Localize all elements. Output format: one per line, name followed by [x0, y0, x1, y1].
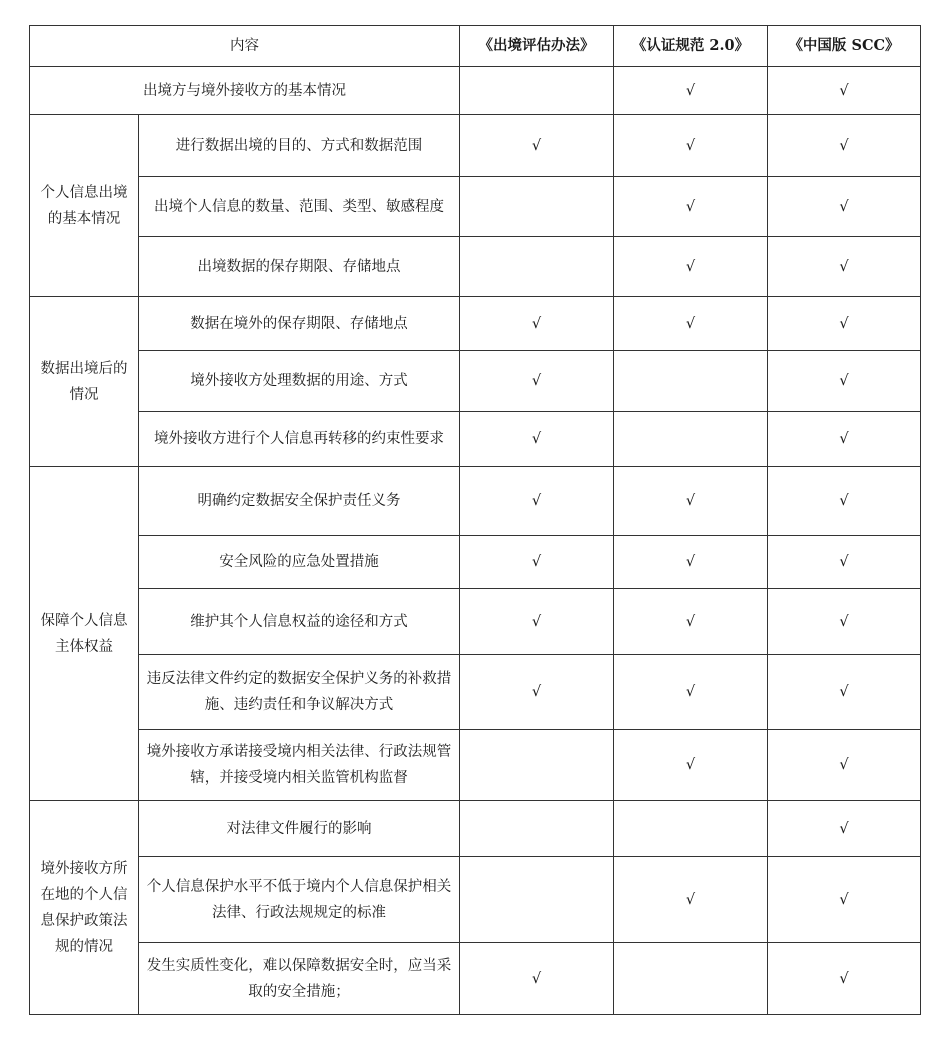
check-cell: √ — [768, 115, 921, 177]
table-row — [30, 589, 921, 655]
check-cell: √ — [614, 177, 768, 237]
check-cell — [460, 67, 614, 115]
check-cell: √ — [614, 297, 768, 351]
table-row — [30, 536, 921, 589]
check-cell: √ — [460, 351, 614, 412]
check-cell: √ — [768, 412, 921, 467]
check-cell — [614, 351, 768, 412]
header-row — [30, 26, 921, 67]
item-cell: 出境数据的保存期限、存储地点 — [139, 237, 460, 297]
header-col1: 《出境评估办法》 — [460, 26, 614, 67]
check-cell — [460, 177, 614, 237]
item-cell: 对法律文件履行的影响 — [139, 801, 460, 857]
check-cell — [460, 857, 614, 943]
check-cell: √ — [768, 67, 921, 115]
check-cell: √ — [614, 115, 768, 177]
item-cell: 出境个人信息的数量、范围、类型、敏感程度 — [139, 177, 460, 237]
check-cell: √ — [460, 297, 614, 351]
check-cell: √ — [614, 536, 768, 589]
check-cell: √ — [460, 412, 614, 467]
check-cell: √ — [768, 655, 921, 730]
comparison-table — [29, 25, 921, 1015]
check-cell: √ — [460, 467, 614, 536]
check-cell: √ — [460, 536, 614, 589]
check-cell: √ — [460, 589, 614, 655]
check-cell: √ — [614, 67, 768, 115]
table-row — [30, 857, 921, 943]
basic-info-row — [30, 67, 921, 115]
check-cell — [460, 237, 614, 297]
category-cell: 数据出境后的情况 — [30, 297, 139, 467]
header-content: 内容 — [30, 26, 460, 67]
table-row — [30, 177, 921, 237]
basic-info-label: 出境方与境外接收方的基本情况 — [30, 67, 460, 115]
item-cell: 安全风险的应急处置措施 — [139, 536, 460, 589]
check-cell: √ — [768, 467, 921, 536]
category-cell: 境外接收方所在地的个人信息保护政策法规的情况 — [30, 801, 139, 1015]
category-cell: 个人信息出境的基本情况 — [30, 115, 139, 297]
check-cell — [460, 730, 614, 801]
check-cell — [614, 943, 768, 1015]
item-cell: 境外接收方处理数据的用途、方式 — [139, 351, 460, 412]
table-row — [30, 801, 921, 857]
check-cell: √ — [768, 351, 921, 412]
table-row — [30, 351, 921, 412]
check-cell — [614, 801, 768, 857]
check-cell: √ — [460, 115, 614, 177]
table-row — [30, 297, 921, 351]
check-cell: √ — [768, 857, 921, 943]
check-cell: √ — [768, 297, 921, 351]
table-row — [30, 412, 921, 467]
check-cell: √ — [614, 730, 768, 801]
table-row — [30, 467, 921, 536]
item-cell: 明确约定数据安全保护责任义务 — [139, 467, 460, 536]
check-cell: √ — [768, 943, 921, 1015]
table-row — [30, 943, 921, 1015]
item-cell: 进行数据出境的目的、方式和数据范围 — [139, 115, 460, 177]
table-row — [30, 730, 921, 801]
check-cell: √ — [768, 801, 921, 857]
check-cell — [614, 412, 768, 467]
check-cell: √ — [614, 237, 768, 297]
item-cell: 个人信息保护水平不低于境内个人信息保护相关法律、行政法规规定的标准 — [139, 857, 460, 943]
check-cell: √ — [614, 467, 768, 536]
table-row — [30, 655, 921, 730]
category-cell: 保障个人信息主体权益 — [30, 467, 139, 801]
item-cell: 违反法律文件约定的数据安全保护义务的补救措施、违约责任和争议解决方式 — [139, 655, 460, 730]
check-cell: √ — [460, 655, 614, 730]
item-cell: 维护其个人信息权益的途径和方式 — [139, 589, 460, 655]
check-cell: √ — [460, 943, 614, 1015]
check-cell — [460, 801, 614, 857]
item-cell: 发生实质性变化，难以保障数据安全时，应当采取的安全措施； — [139, 943, 460, 1015]
item-cell: 数据在境外的保存期限、存储地点 — [139, 297, 460, 351]
item-cell: 境外接收方承诺接受境内相关法律、行政法规管辖，并接受境内相关监管机构监督 — [139, 730, 460, 801]
check-cell: √ — [614, 655, 768, 730]
check-cell: √ — [768, 237, 921, 297]
item-cell: 境外接收方进行个人信息再转移的约束性要求 — [139, 412, 460, 467]
check-cell: √ — [768, 730, 921, 801]
check-cell: √ — [768, 589, 921, 655]
table-row — [30, 115, 921, 177]
check-cell: √ — [614, 857, 768, 943]
check-cell: √ — [768, 177, 921, 237]
check-cell: √ — [768, 536, 921, 589]
header-col3: 《中国版 SCC》 — [768, 26, 921, 67]
header-col2: 《认证规范 2.0》 — [614, 26, 768, 67]
check-cell: √ — [614, 589, 768, 655]
table-row — [30, 237, 921, 297]
